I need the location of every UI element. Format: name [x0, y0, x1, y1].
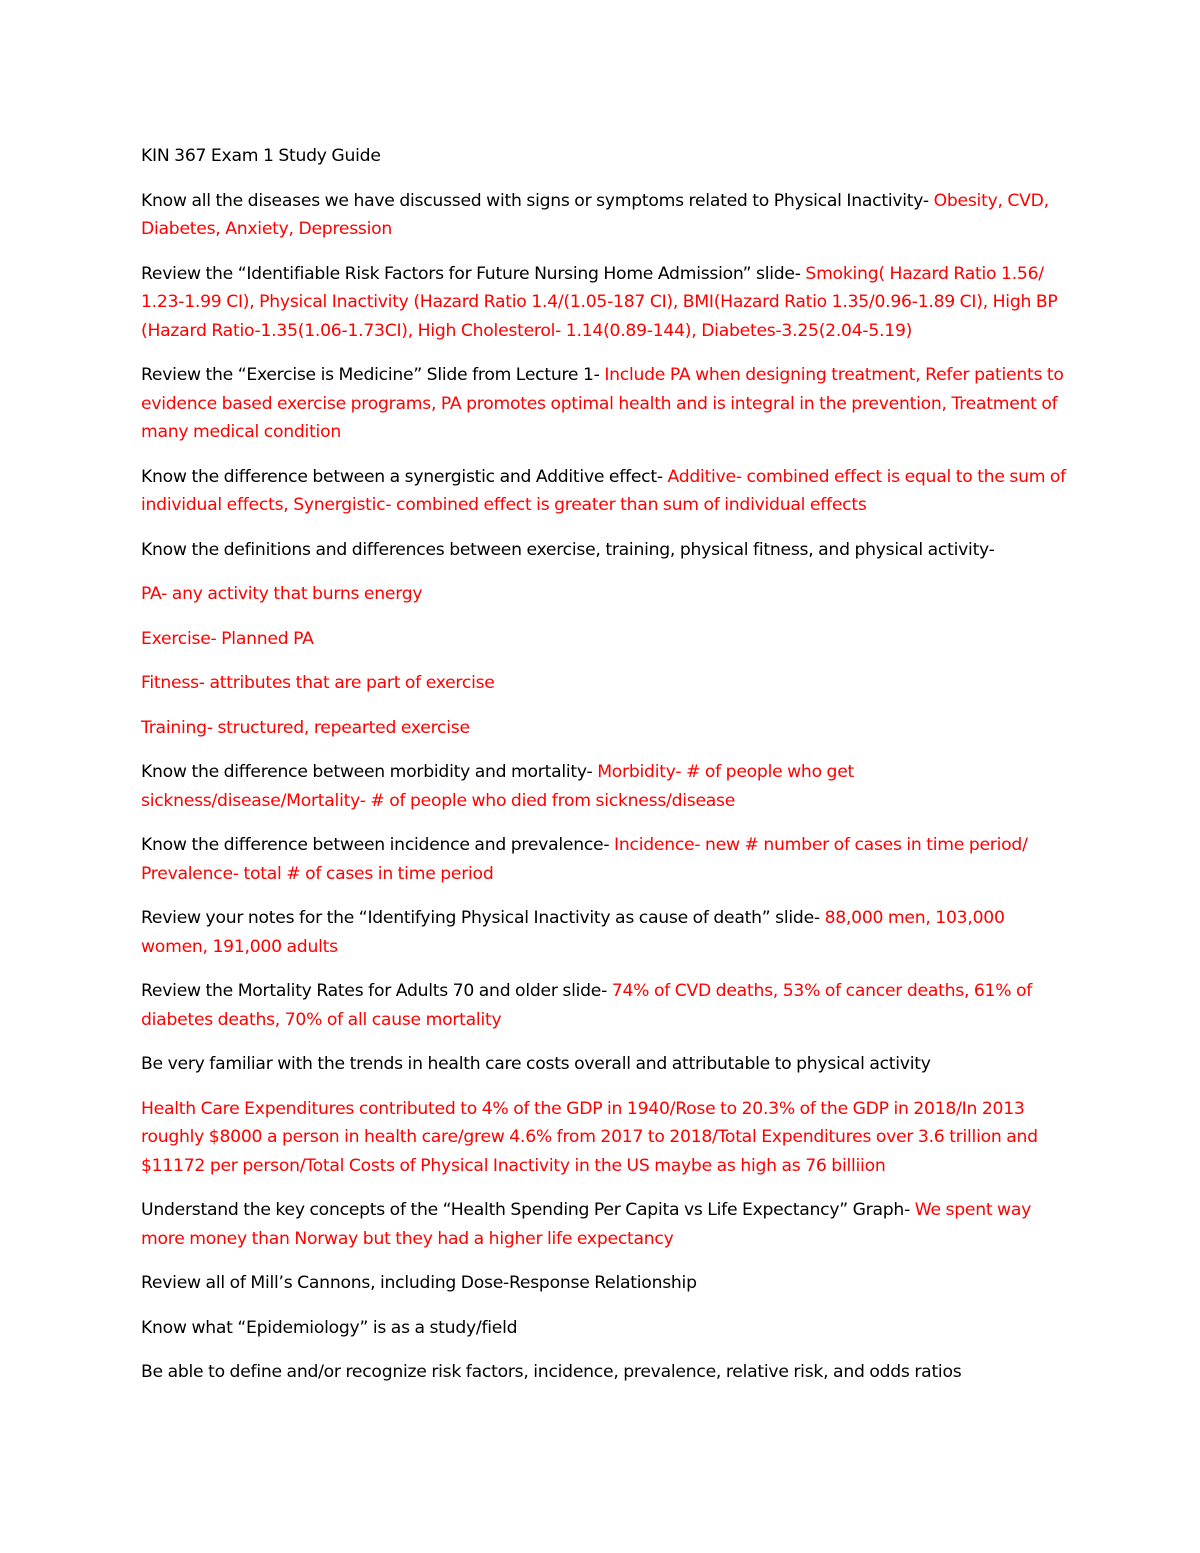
item-answer: PA- any activity that burns energy — [141, 584, 423, 604]
item-prompt: Be able to define and/or recognize risk factors, incidence, prevalence, relative risk, and odds ratios — [141, 1362, 962, 1382]
item-prompt: Know the definitions and differences between exercise, training, physical fitness, and physical activity- — [141, 539, 995, 560]
study-item-definitions — [141, 536, 1066, 565]
definition-exercise — [141, 625, 1066, 654]
item-prompt: Review the “Identifiable Risk Factors for Future Nursing Home Admission” slide- — [141, 263, 806, 284]
study-item-synergistic-additive — [141, 463, 1066, 520]
study-item-risk-factors — [141, 260, 1066, 346]
item-prompt: Review the “Exercise is Medicine” Slide from Lecture 1- — [141, 365, 605, 385]
item-prompt: Understand the key concepts of the “Health Spending Per Capita vs Life Expectancy” Graph- — [141, 1200, 915, 1220]
item-prompt: Be very familiar with the trends in health care costs overall and attributable to physical activity — [141, 1054, 931, 1074]
item-answer: Morbidity- # of people who get sickness/disease/Mortality- # of people who died from sickness/disease — [141, 762, 855, 811]
study-item-health-care-costs — [141, 1050, 1066, 1079]
definition-training — [141, 714, 1066, 743]
item-answer: Include PA when designing treatment, Refer patients to evidence based exercise programs, PA promotes optimal health and is integral in the prevention, Treatment of many medical condition — [141, 365, 1064, 442]
study-item-mills-cannons — [141, 1269, 1066, 1298]
item-prompt: Review your notes for the “Identifying Physical Inactivity as cause of death” slide- — [141, 908, 825, 928]
item-answer: Incidence- new # number of cases in time period/ Prevalence- total # of cases in time period — [141, 835, 1028, 884]
study-guide-page — [141, 142, 1066, 1403]
definition-fitness — [141, 669, 1066, 698]
health-care-costs-notes — [141, 1095, 1066, 1181]
study-item-mortality-rates — [141, 977, 1066, 1034]
item-answer: 74% of CVD deaths, 53% of cancer deaths, 61% of diabetes deaths, 70% of all cause mortality — [141, 981, 1033, 1030]
definition-pa — [141, 580, 1066, 609]
document-title: KIN 367 Exam 1 Study Guide — [141, 146, 381, 166]
study-item-morbidity-mortality — [141, 758, 1066, 815]
study-item-incidence-prevalence — [141, 831, 1066, 888]
study-item-cause-of-death — [141, 904, 1066, 961]
study-item-epidemiology — [141, 1314, 1066, 1343]
study-item-diseases — [141, 187, 1066, 244]
item-answer: Obesity, CVD, Diabetes, Anxiety, Depression — [141, 190, 1049, 239]
study-item-risk-terms — [141, 1358, 1066, 1387]
item-answer: Exercise- Planned PA — [141, 628, 314, 649]
item-prompt: Know the difference between incidence and prevalence- — [141, 835, 615, 855]
item-answer: Training- structured, repearted exercise — [141, 717, 470, 738]
item-answer: Health Care Expenditures contributed to 4% of the GDP in 1940/Rose to 20.3% of the GDP in 2018/In 2013 roughly $8000 a person in health care/grew 4.6% from 2017 to 2018/Total Expenditures over 3.6 trillion and $11172 per person/Total Costs of Physical Inactivity in the US maybe as high as 76 billiion — [141, 1098, 1038, 1176]
item-prompt: Know the difference between morbidity and mortality- — [141, 762, 598, 782]
item-answer: Smoking( Hazard Ratio 1.56/ 1.23-1.99 CI), Physical Inactivity (Hazard Ratio 1.4/(1.05-187 CI), BMI(Hazard Ratio 1.35/0.96-1.89 CI), High BP (Hazard Ratio-1.35(1.06-1.73CI), High Cholesterol- 1.14(0.89-144), Diabetes-3.25(2.04-5.19) — [141, 263, 1058, 341]
item-prompt: Review all of Mill’s Cannons, including Dose-Response Relationship — [141, 1273, 697, 1293]
item-prompt: Know the difference between a synergistic and Additive effect- — [141, 466, 668, 487]
item-prompt: Know all the diseases we have discussed with signs or symptoms related to Physical Inactivity- — [141, 190, 934, 211]
item-answer: We spent way more money than Norway but they had a higher life expectancy — [141, 1200, 1032, 1249]
study-item-spending-vs-life-expectancy — [141, 1196, 1066, 1253]
item-answer: 88,000 men, 103,000 women, 191,000 adults — [141, 908, 1005, 957]
item-prompt: Review the Mortality Rates for Adults 70 and older slide- — [141, 981, 612, 1001]
item-answer: Additive- combined effect is equal to the sum of individual effects, Synergistic- combined effect is greater than sum of individual effects — [141, 466, 1066, 515]
study-item-exercise-is-medicine — [141, 361, 1066, 447]
item-answer: Fitness- attributes that are part of exercise — [141, 673, 495, 693]
item-prompt: Know what “Epidemiology” is as a study/field — [141, 1317, 518, 1338]
